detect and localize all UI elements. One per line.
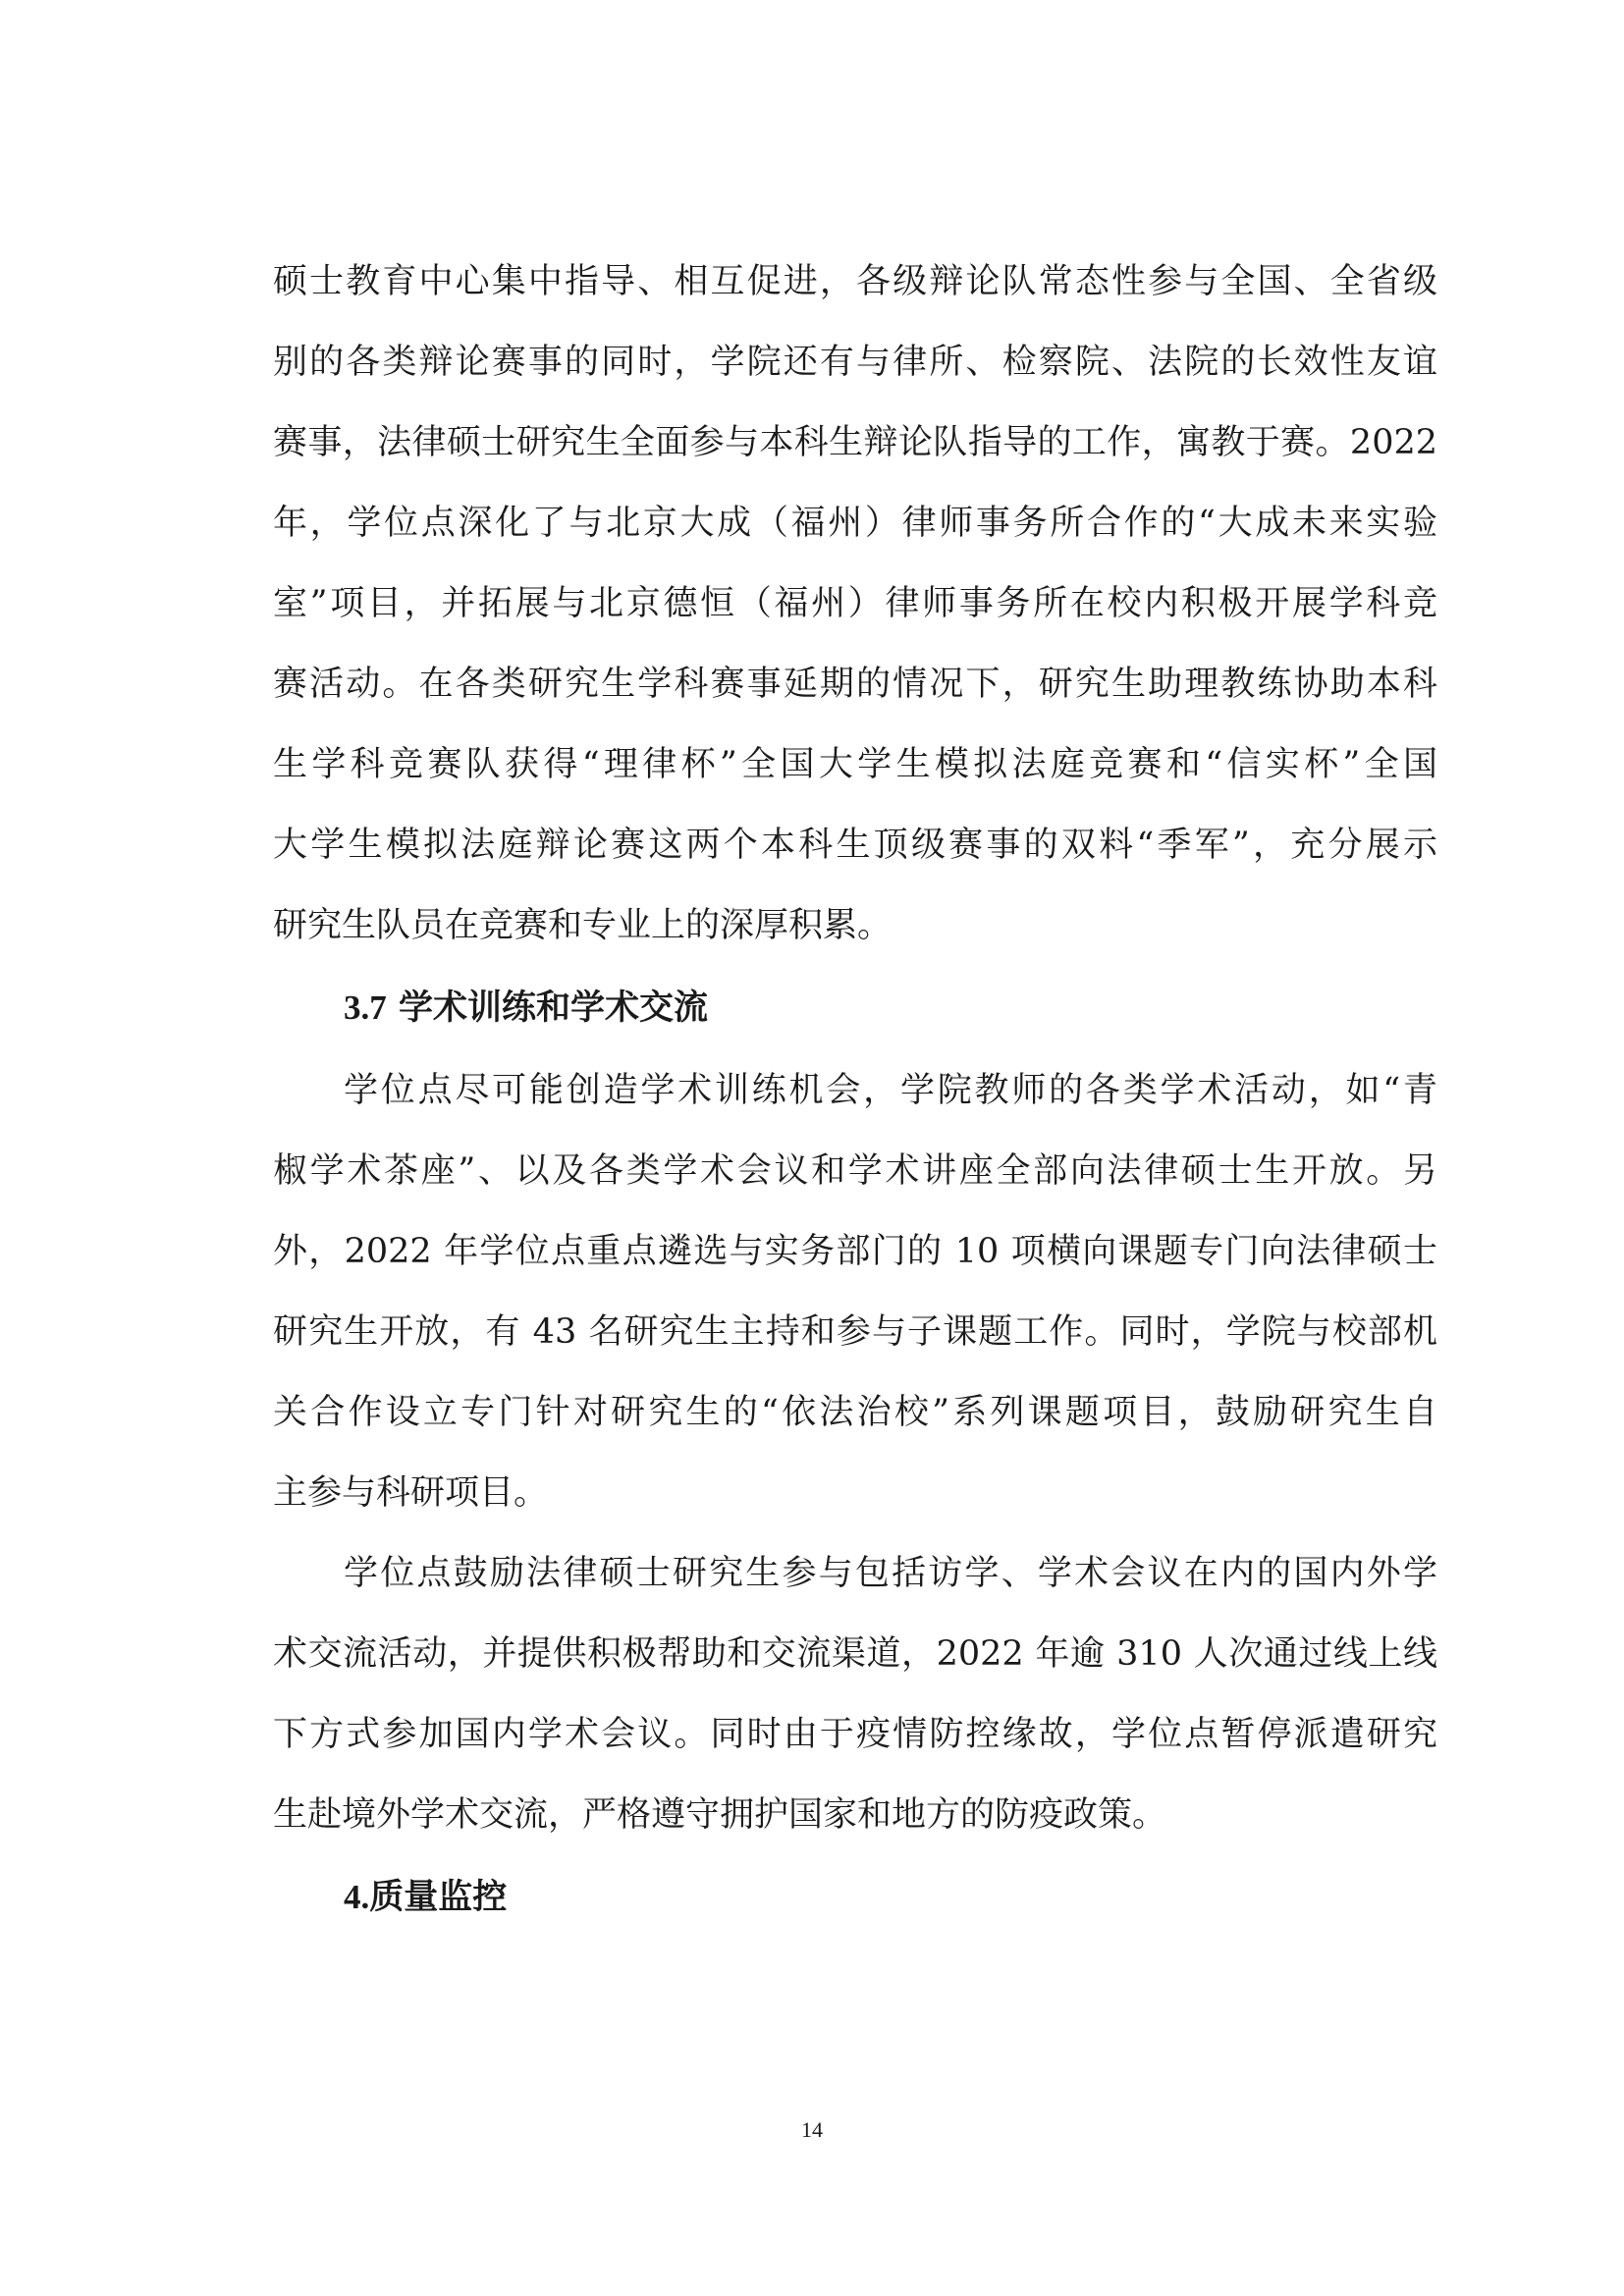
- text-line: 生赴境外学术交流，严格遵守拥护国家和地方的防疫政策。: [273, 1795, 1167, 1835]
- text-line: 别的各类辩论赛事的同时，学院还有与律所、检察院、法院的长效性友谊: [273, 343, 1437, 382]
- text-line: 研究生开放，有 43 名研究生主持和参与子课题工作。同时，学院与校部机: [273, 1312, 1437, 1352]
- section-number: 4.: [344, 1878, 370, 1916]
- text-line: 关合作设立专门针对研究生的“依法治校”系列课题项目，鼓励研究生自: [273, 1393, 1437, 1432]
- document-page: [273, 241, 1437, 1940]
- text-line: 年，学位点深化了与北京大成（福州）律师事务所合作的“大成未来实验: [273, 504, 1437, 543]
- text-line: 赛事，法律硕士研究生全面参与本科生辩论队指导的工作，寓教于赛。2022: [273, 423, 1437, 462]
- text-line: 生学科竞赛队获得“理律杯”全国大学生模拟法庭竞赛和“信实杯”全国: [273, 745, 1437, 784]
- text-line: 学位点尽可能创造学术训练机会，学院教师的各类学术活动，如“青: [344, 1071, 1437, 1110]
- text-line: 赛活动。在各类研究生学科赛事延期的情况下，研究生助理教练协助本科: [273, 665, 1437, 704]
- text-line: 下方式参加国内学术会议。同时由于疫情防控缘故，学位点暂停派遣研究: [273, 1715, 1437, 1754]
- text-line: 大学生模拟法庭辩论赛这两个本科生顶级赛事的双料“季军”，充分展示: [273, 826, 1437, 865]
- text-line: 研究生队员在竞赛和专业上的深厚积累。: [273, 906, 893, 945]
- paragraph-academic-exchange: [273, 1533, 1437, 1855]
- section-title: 质量监控: [369, 1878, 508, 1917]
- text-line: 室”项目，并拓展与北京德恒（福州）律师事务所在校内积极开展学科竞: [273, 584, 1437, 623]
- text-line: 学位点鼓励法律硕士研究生参与包括访学、学术会议在内的国内外学: [344, 1554, 1437, 1593]
- section-title: 学术训练和学术交流: [398, 988, 708, 1028]
- paragraph-competitions: [273, 241, 1437, 966]
- text-line: 外，2022 年学位点重点遴选与实务部门的 10 项横向课题专门向法律硕士: [273, 1232, 1437, 1271]
- section-heading-4: [273, 1855, 1437, 1940]
- section-heading-3-7: [273, 966, 1437, 1050]
- section-number: 3.7: [344, 988, 387, 1027]
- page-number: 14: [801, 2117, 823, 2142]
- text-line: 硕士教育中心集中指导、相互促进，各级辩论队常态性参与全国、全省级: [273, 262, 1437, 301]
- text-line: 术交流活动，并提供积极帮助和交流渠道，2022 年逾 310 人次通过线上线: [273, 1634, 1437, 1674]
- text-line: 椒学术茶座”、以及各类学术会议和学术讲座全部向法律硕士生开放。另: [273, 1151, 1437, 1191]
- text-line: 主参与科研项目。: [273, 1473, 549, 1513]
- paragraph-academic-training: [273, 1050, 1437, 1533]
